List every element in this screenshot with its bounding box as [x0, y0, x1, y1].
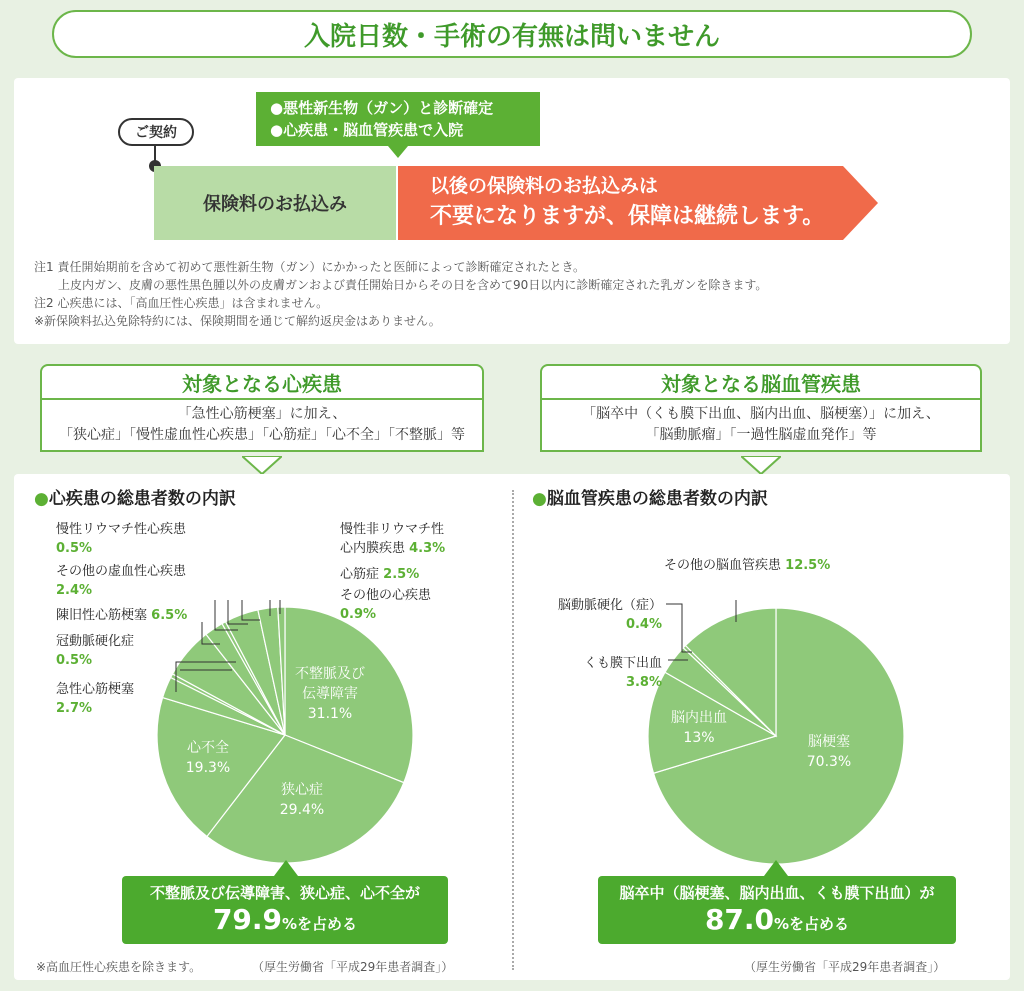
- label-old-mi-value: 6.5%: [151, 608, 188, 623]
- label-rheumatic: [56, 520, 186, 558]
- value-infarction: 70.3: [806, 754, 838, 770]
- label-acute-mi-value: 2.7%: [56, 701, 93, 716]
- heart-summary-line1: 不整脈及び伝導障害、狭心症、心不全が: [149, 884, 420, 902]
- label-cardiomyopathy-name: 心筋症: [340, 567, 380, 582]
- brain-section-text: 脳血管疾患の総患者数の内訳: [546, 489, 768, 509]
- brain-target-box: [540, 364, 982, 452]
- value-other-ischemic: 2.4: [56, 583, 80, 598]
- heart-target-box: [40, 364, 484, 452]
- label-acute-mi: [56, 680, 134, 718]
- label-arteriosclerosis: [552, 596, 662, 634]
- label-rheumatic-value: 0.5%: [56, 541, 93, 556]
- label-other-brain: [664, 556, 830, 575]
- label-cardiomyopathy: [340, 565, 419, 584]
- heart-section-text: 心疾患の総患者数の内訳: [48, 489, 236, 509]
- heart-footnote: ※高血圧性心疾患を除きます。: [36, 960, 202, 974]
- heart-description: [40, 400, 484, 452]
- heart-section-title: [34, 484, 236, 509]
- bullet-icon: ●: [34, 489, 49, 509]
- pin-heart-failure: 心不全 19.3%: [168, 738, 248, 778]
- value-heart-failure: 19.3: [185, 760, 217, 776]
- label-old-mi-name: 陳旧性心筋梗塞: [56, 608, 148, 623]
- label-nonrheumatic: 慢性非リウマチ性 心内膜疾患 4.3%: [340, 522, 446, 556]
- premium-payment-box: 保険料のお払込み: [154, 166, 396, 240]
- contract-label: ご契約: [118, 118, 194, 146]
- label-acute-mi-name: 急性心筋梗塞: [56, 682, 135, 697]
- value-arrhythmia: 31.1: [307, 706, 339, 722]
- brain-header: 対象となる脳血管疾患: [540, 364, 982, 400]
- brain-summary-pointer: [764, 860, 788, 876]
- brain-summary-line1: 脳卒中（脳梗塞、脳内出血、くも膜下出血）が: [619, 884, 935, 902]
- heart-summary-pointer: [274, 860, 298, 876]
- condition-cancer: ●悪性新生物（ガン）と診断確定: [270, 99, 494, 117]
- heart-summary-value: 79.9: [212, 903, 283, 936]
- heart-pointer: [242, 456, 282, 476]
- value-nonrheumatic: 4.3: [409, 541, 433, 556]
- charts-divider: [512, 490, 514, 970]
- pin-ich-name: 脳内出血: [671, 710, 727, 726]
- pin-angina-name: 狭心症: [281, 782, 323, 798]
- value-other-heart: 0.9: [340, 607, 364, 622]
- value-arteriosclerosis: 0.4: [625, 617, 649, 632]
- brain-desc-line2: 「脳動脈瘤」「一過性脳虚血発作」等: [645, 427, 877, 443]
- label-coronary-name: 冠動脈硬化症: [56, 634, 135, 649]
- condition-hospital: ●心疾患・脳血管疾患で入院: [270, 121, 464, 139]
- pin-arrhythmia: 不整脈及び 伝導障害 31.1%: [295, 666, 365, 722]
- label-sah: [552, 654, 662, 692]
- brain-description: [540, 400, 982, 452]
- value-acute-mi: 2.7: [56, 701, 80, 716]
- label-sah-value: 3.8%: [625, 675, 662, 690]
- label-other-brain-name: その他の脳血管疾患: [664, 558, 782, 573]
- label-other-ischemic-name: その他の虚血性心疾患: [56, 564, 187, 579]
- label-other-ischemic: [56, 562, 186, 600]
- label-cardiomyopathy-value: 2.5%: [383, 567, 420, 582]
- heart-summary: [122, 876, 448, 944]
- pin-infarction-name: 脳梗塞: [808, 734, 850, 750]
- brain-source: （厚生労働省「平成29年患者調査」）: [744, 960, 946, 974]
- label-arteriosclerosis-name: 脳動脈硬化（症）: [557, 598, 662, 613]
- brain-summary: [598, 876, 956, 944]
- page-title: 入院日数・手術の有無は問いません: [52, 10, 972, 58]
- heart-desc-line1: 「急性心筋梗塞」に加え、: [177, 406, 347, 422]
- conditions-box: [256, 92, 540, 146]
- note-1b: 上皮内ガン、皮膚の悪性黒色腫以外の皮膚ガンおよび責任開始日からその日を含めて90日以内に診断確定された乳ガンを除きます。: [34, 278, 768, 292]
- heart-header: 対象となる心疾患: [40, 364, 484, 400]
- conditions-pointer: [388, 146, 408, 158]
- heart-desc-line2: 「狭心症」「慢性虚血性心疾患」「心筋症」「心不全」「不整脈」等: [59, 427, 465, 443]
- value-coronary: 0.5: [56, 653, 80, 668]
- label-other-heart: [340, 586, 431, 624]
- value-sah: 3.8: [625, 675, 649, 690]
- heart-source: （厚生労働省「平成29年患者調査」）: [252, 960, 454, 974]
- label-old-mi: [56, 606, 187, 625]
- note-3: ※新保険料払込免除特約には、保険期間を通じて解約返戻金はありません。: [34, 314, 441, 328]
- pin-heart-failure-name: 心不全: [187, 740, 229, 756]
- heart-pie-chart: [150, 600, 440, 870]
- label-coronary: [56, 632, 134, 670]
- label-other-ischemic-value: 2.4%: [56, 583, 93, 598]
- waiver-text: [430, 172, 824, 234]
- bullet-icon: ●: [532, 489, 547, 509]
- note-2: 注2 心疾患には、「高血圧性心疾患」は含まれません。: [34, 296, 329, 310]
- label-other-heart-name: その他の心疾患: [340, 588, 432, 603]
- pin-infarction: 脳梗塞 70.3%: [784, 732, 874, 772]
- heart-pie-slices: [157, 607, 413, 863]
- brain-pointer: [741, 456, 781, 476]
- brain-summary-value: 87.0: [704, 903, 775, 936]
- value-angina: 29.4: [279, 802, 311, 818]
- waiver-line2: 不要になりますが、保障は継続します。: [430, 204, 825, 229]
- value-cardiomyopathy: 2.5: [383, 567, 407, 582]
- pin-angina: 狭心症 29.4%: [262, 780, 342, 820]
- label-coronary-value: 0.5%: [56, 653, 93, 668]
- waiver-line1: 以後の保険料のお払込みは: [430, 175, 659, 197]
- pin-ich: 脳内出血 13%: [654, 708, 744, 748]
- label-nonrheumatic-value: 4.3%: [409, 541, 446, 556]
- heart-summary-suffix: %を占める: [282, 915, 358, 933]
- value-old-mi: 6.5: [151, 608, 175, 623]
- brain-desc-line1: 「脳卒中（くも膜下出血、脳内出血、脳梗塞）」に加え、: [582, 406, 940, 422]
- brain-section-title: [532, 484, 768, 509]
- brain-summary-suffix: %を占める: [774, 915, 850, 933]
- value-rheumatic: 0.5: [56, 541, 80, 556]
- label-other-brain-value: 12.5%: [785, 558, 831, 573]
- notes: [34, 258, 994, 330]
- label-sah-name: くも膜下出血: [583, 656, 662, 671]
- label-arteriosclerosis-value: 0.4%: [625, 617, 662, 632]
- value-other-brain: 12.5: [785, 558, 818, 573]
- note-1: 注1 責任開始期前を含めて初めて悪性新生物（ガン）にかかったと医師によって診断確定されたとき。: [34, 260, 585, 274]
- label-rheumatic-name: 慢性リウマチ性心疾患: [56, 522, 187, 537]
- value-ich: 13: [683, 730, 702, 746]
- label-other-heart-value: 0.9%: [340, 607, 377, 622]
